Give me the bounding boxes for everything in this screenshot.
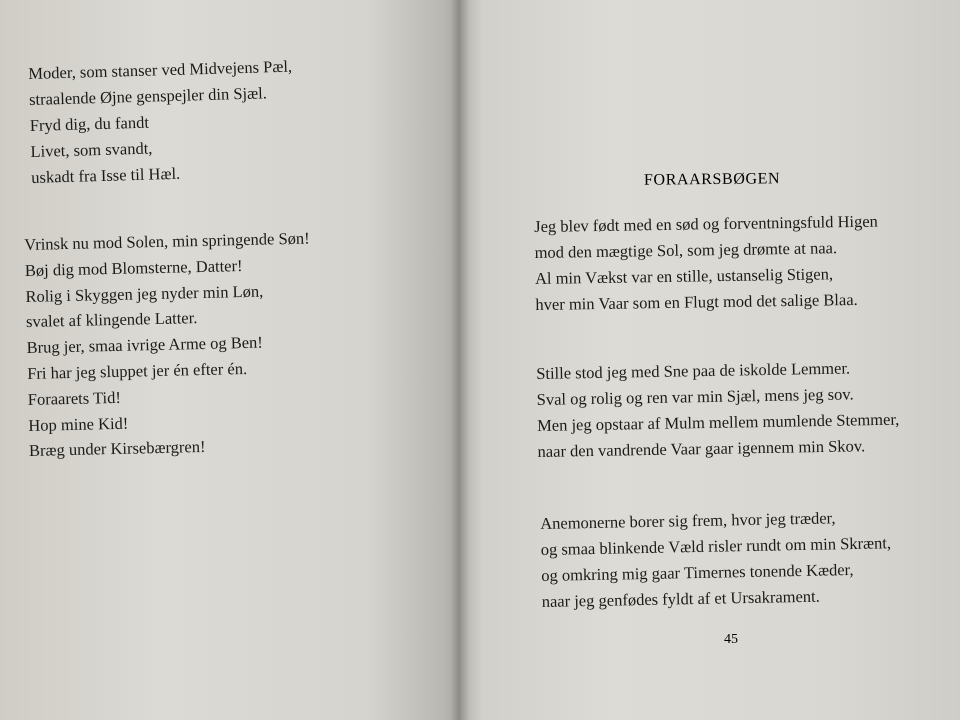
poem-line: mod den mægtige Sol, som jeg drømte at naa.	[534, 238, 838, 262]
poem-line: Vrinsk nu mod Solen, min springende Søn!	[24, 228, 310, 254]
right-page	[462, 0, 960, 720]
poem-line: Bøj dig mod Blomsterne, Datter!	[24, 255, 243, 280]
poem-line: Men jeg opstaar af Mulm mellem mumlende Stemmer,	[536, 409, 900, 435]
left-page	[0, 0, 458, 720]
poem-line: Foraarets Tid!	[27, 387, 122, 409]
poem-line: hver min Vaar som en Flugt mod det salige Blaa.	[535, 289, 858, 314]
poem-line: Rolig i Skyggen jeg nyder min Løn,	[25, 281, 264, 306]
poem-title: FORAARSBØGEN	[643, 170, 781, 189]
poem-line: naar den vandrende Vaar gaar igennem min Skov.	[537, 436, 866, 461]
poem-line: Sval og rolig og ren var min Sjæl, mens jeg sov.	[536, 384, 854, 409]
poem-line: naar jeg genfødes fyldt af et Ursakrament.	[541, 586, 820, 611]
poem-line: Fryd dig, du fandt	[29, 112, 150, 135]
right-stanza-2	[536, 355, 900, 465]
poem-line: Anemonerne borer sig frem, hvor jeg træder,	[540, 508, 836, 533]
poem-line: Bræg under Kirsebærgren!	[28, 437, 206, 461]
right-stanza-3	[540, 504, 892, 615]
poem-line: svalet af klingende Latter.	[25, 308, 198, 332]
left-stanza-1	[28, 54, 295, 191]
poem-line: Stille stod jeg med Sne paa de iskolde Lemmer.	[536, 358, 851, 383]
poem-line: Hop mine Kid!	[28, 413, 129, 435]
poem-line: og smaa blinkende Væld risler rundt om min Skrænt,	[540, 533, 892, 559]
poem-line: Brug jer, smaa ivrige Arme og Ben!	[26, 332, 264, 358]
page-number: 45	[724, 632, 738, 647]
left-stanza-2	[24, 226, 315, 465]
poem-line: Al min Vækst var en stille, ustanselig Stigen,	[534, 264, 834, 288]
poem-line: og omkring mig gaar Timernes tonende Kæder,	[541, 559, 854, 585]
poem-line: Moder, som stanser ved Midvejens Pæl,	[28, 56, 293, 83]
right-stanza-1	[534, 209, 879, 318]
book-gutter	[452, 0, 468, 720]
poem-line: straalende Øjne genspejler din Sjæl.	[28, 83, 268, 109]
poem-line: Livet, som svandt,	[30, 138, 153, 161]
poem-line: Fri har jeg sluppet jer én efter én.	[26, 358, 248, 383]
poem-line: Jeg blev født med en sød og forventningsfuld Higen	[534, 211, 879, 236]
poem-line: uskadt fra Isse til Hæl.	[30, 163, 181, 187]
